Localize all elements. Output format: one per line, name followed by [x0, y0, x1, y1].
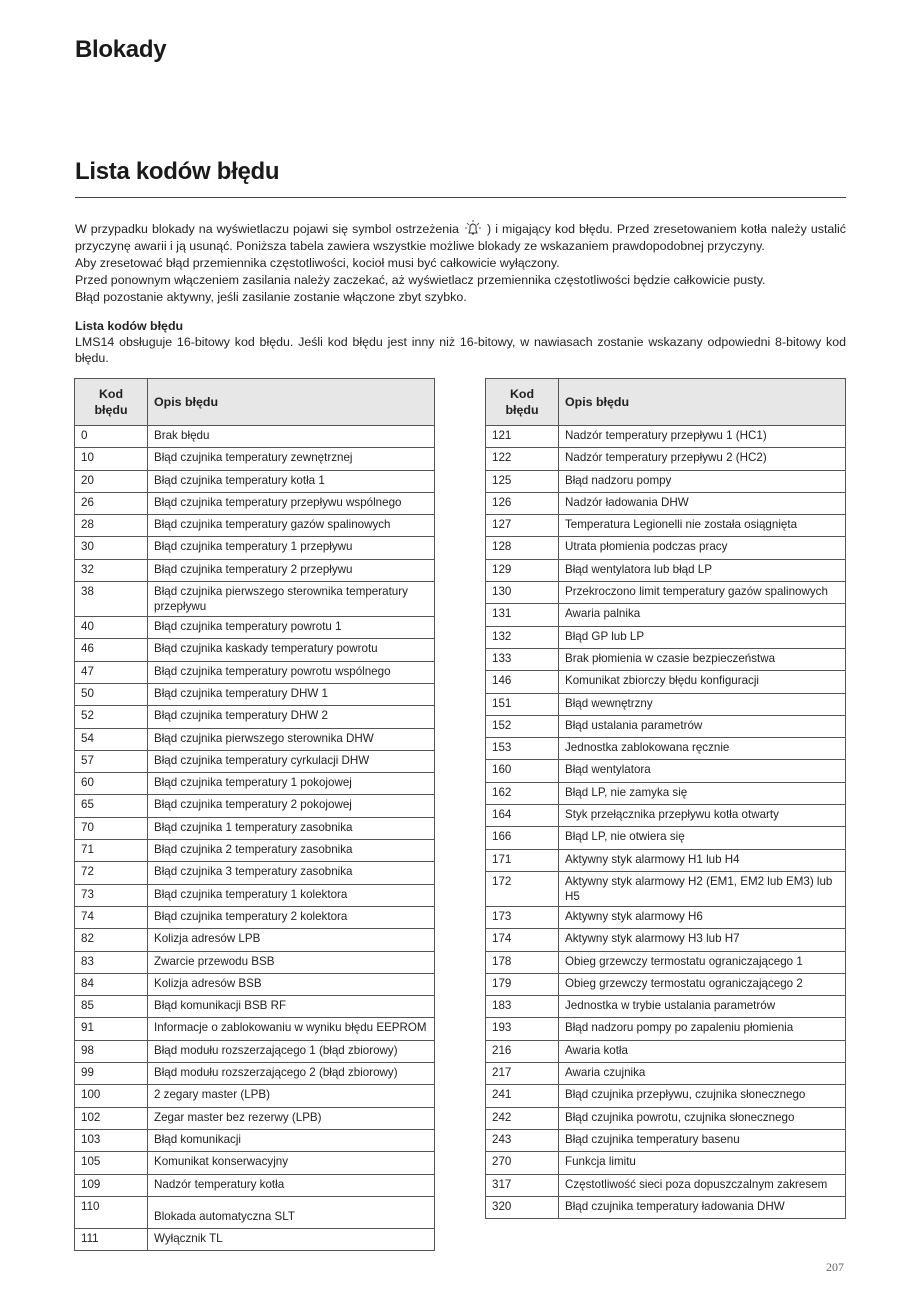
error-code: 125	[486, 470, 559, 492]
error-code: 131	[486, 604, 559, 626]
table-row	[486, 693, 846, 715]
error-code: 241	[486, 1085, 559, 1107]
error-code: 178	[486, 951, 559, 973]
table-row	[75, 773, 435, 795]
table-row	[486, 1107, 846, 1129]
column-header-code: Kod błędu	[486, 379, 559, 426]
intro-paragraph	[75, 220, 846, 306]
table-row	[75, 1107, 435, 1129]
error-description: Przekroczono limit temperatury gazów spalinowych	[559, 582, 846, 604]
error-code: 183	[486, 996, 559, 1018]
error-code: 217	[486, 1063, 559, 1085]
error-description: Błąd czujnika kaskady temperatury powrotu	[148, 639, 435, 661]
table-row	[75, 929, 435, 951]
error-description: Błąd wentylatora lub błąd LP	[559, 559, 846, 581]
table-row	[486, 1085, 846, 1107]
error-code: 65	[75, 795, 148, 817]
table-row	[75, 1152, 435, 1174]
error-description: Błąd nadzoru pompy	[559, 470, 846, 492]
error-description: Wyłącznik TL	[148, 1229, 435, 1251]
table-row	[486, 1018, 846, 1040]
error-description: Błąd komunikacji	[148, 1129, 435, 1151]
error-code: 100	[75, 1085, 148, 1107]
section-title: Lista kodów błędu	[75, 158, 280, 185]
error-description: Jednostka w trybie ustalania parametrów	[559, 996, 846, 1018]
table-row	[486, 1063, 846, 1085]
error-code: 122	[486, 448, 559, 470]
error-code: 54	[75, 728, 148, 750]
error-description: 2 zegary master (LPB)	[148, 1085, 435, 1107]
error-code: 83	[75, 951, 148, 973]
error-code: 270	[486, 1152, 559, 1174]
table-row	[75, 1085, 435, 1107]
subsection	[75, 318, 846, 366]
error-code: 317	[486, 1174, 559, 1196]
table-row	[486, 805, 846, 827]
error-code: 30	[75, 537, 148, 559]
error-code: 162	[486, 782, 559, 804]
error-description: Błąd LP, nie zamyka się	[559, 782, 846, 804]
table-row	[75, 470, 435, 492]
error-description: Brak błędu	[148, 426, 435, 448]
column-header-description: Opis błędu	[559, 379, 846, 426]
error-description: Aktywny styk alarmowy H3 lub H7	[559, 929, 846, 951]
bell-warning-icon	[463, 220, 483, 236]
error-description: Błąd czujnika temperatury 1 kolektora	[148, 884, 435, 906]
error-code: 110	[75, 1196, 148, 1228]
table-row	[486, 760, 846, 782]
table-row	[486, 929, 846, 951]
error-description: Błąd czujnika 1 temperatury zasobnika	[148, 817, 435, 839]
table-row	[486, 906, 846, 928]
error-codes-table-right	[485, 378, 846, 1219]
error-code: 20	[75, 470, 148, 492]
error-description: Aktywny styk alarmowy H6	[559, 906, 846, 928]
table-row	[75, 906, 435, 928]
table-row	[486, 1040, 846, 1062]
error-code: 173	[486, 906, 559, 928]
table-row	[75, 1129, 435, 1151]
error-code: 130	[486, 582, 559, 604]
table-row	[75, 795, 435, 817]
error-code: 38	[75, 582, 148, 617]
table-row	[75, 617, 435, 639]
error-code: 26	[75, 492, 148, 514]
table-row	[486, 448, 846, 470]
table-row	[75, 582, 435, 617]
error-description: Błąd czujnika temperatury zewnętrznej	[148, 448, 435, 470]
table-row	[486, 973, 846, 995]
table-row	[75, 1040, 435, 1062]
error-code: 132	[486, 626, 559, 648]
error-description: Błąd czujnika temperatury gazów spalinowych	[148, 515, 435, 537]
error-code: 164	[486, 805, 559, 827]
error-description: Obieg grzewczy termostatu ograniczającego 1	[559, 951, 846, 973]
error-code: 32	[75, 559, 148, 581]
error-code: 171	[486, 849, 559, 871]
table-row	[75, 1063, 435, 1085]
error-description: Styk przełącznika przepływu kotła otwarty	[559, 805, 846, 827]
error-description: Obieg grzewczy termostatu ograniczającego 2	[559, 973, 846, 995]
table-row	[486, 492, 846, 514]
error-code: 146	[486, 671, 559, 693]
table-row	[75, 1196, 435, 1228]
error-description: Zwarcie przewodu BSB	[148, 951, 435, 973]
error-description: Błąd czujnika pierwszego sterownika temperatury przepływu	[148, 582, 435, 617]
error-description: Blokada automatyczna SLT	[148, 1196, 435, 1228]
table-header-row	[75, 379, 435, 426]
subsection-title: Lista kodów błędu	[75, 319, 184, 333]
table-row	[75, 426, 435, 448]
table-row	[486, 537, 846, 559]
table-row	[75, 750, 435, 772]
error-description: Błąd nadzoru pompy po zapaleniu płomienia	[559, 1018, 846, 1040]
error-description: Błąd czujnika temperatury 2 kolektora	[148, 906, 435, 928]
error-code: 60	[75, 773, 148, 795]
error-code: 153	[486, 738, 559, 760]
table-row	[486, 470, 846, 492]
error-description: Częstotliwość sieci poza dopuszczalnym zakresem	[559, 1174, 846, 1196]
page-number: 207	[826, 1260, 844, 1274]
error-description: Nadzór temperatury kotła	[148, 1174, 435, 1196]
error-description: Błąd LP, nie otwiera się	[559, 827, 846, 849]
error-description: Nadzór temperatury przepływu 1 (HC1)	[559, 426, 846, 448]
error-description: Awaria kotła	[559, 1040, 846, 1062]
table-row	[486, 951, 846, 973]
table-row	[75, 492, 435, 514]
table-row	[486, 1196, 846, 1218]
table-row	[486, 1129, 846, 1151]
error-code: 98	[75, 1040, 148, 1062]
error-description: Aktywny styk alarmowy H1 lub H4	[559, 849, 846, 871]
error-description: Błąd czujnika temperatury kotła 1	[148, 470, 435, 492]
table-row	[486, 1152, 846, 1174]
intro-line-4: Błąd pozostanie aktywny, jeśli zasilanie zostanie włączone zbyt szybko.	[75, 290, 467, 304]
table-row	[75, 683, 435, 705]
table-row	[75, 1229, 435, 1251]
table-row	[75, 639, 435, 661]
error-code: 73	[75, 884, 148, 906]
error-description: Funkcja limitu	[559, 1152, 846, 1174]
intro-line-1	[75, 220, 846, 255]
error-description: Informacje o zablokowaniu w wyniku błędu EEPROM	[148, 1018, 435, 1040]
table-row	[486, 996, 846, 1018]
error-description: Błąd wewnętrzny	[559, 693, 846, 715]
error-description: Błąd czujnika 3 temperatury zasobnika	[148, 862, 435, 884]
intro-line-2: Aby zresetować błąd przemiennika częstotliwości, kocioł musi być całkowicie wyłączony.	[75, 256, 560, 270]
error-description: Kolizja adresów BSB	[148, 973, 435, 995]
error-description: Nadzór ładowania DHW	[559, 492, 846, 514]
error-description: Nadzór temperatury przepływu 2 (HC2)	[559, 448, 846, 470]
table-row	[75, 706, 435, 728]
error-description: Błąd czujnika przepływu, czujnika słonecznego	[559, 1085, 846, 1107]
table-row	[486, 782, 846, 804]
error-code: 28	[75, 515, 148, 537]
error-description: Błąd modułu rozszerzającego 1 (błąd zbiorowy)	[148, 1040, 435, 1062]
error-description: Komunikat konserwacyjny	[148, 1152, 435, 1174]
table-row	[75, 996, 435, 1018]
error-description: Brak płomienia w czasie bezpieczeństwa	[559, 648, 846, 670]
error-description: Błąd modułu rozszerzającego 2 (błąd zbiorowy)	[148, 1063, 435, 1085]
table-row	[75, 951, 435, 973]
error-description: Komunikat zbiorczy błędu konfiguracji	[559, 671, 846, 693]
error-code: 57	[75, 750, 148, 772]
error-description: Błąd czujnika temperatury ładowania DHW	[559, 1196, 846, 1218]
error-code: 179	[486, 973, 559, 995]
error-description: Kolizja adresów LPB	[148, 929, 435, 951]
error-code: 40	[75, 617, 148, 639]
error-code: 0	[75, 426, 148, 448]
error-description: Jednostka zablokowana ręcznie	[559, 738, 846, 760]
error-description: Błąd czujnika temperatury powrotu wspólnego	[148, 661, 435, 683]
table-row	[75, 448, 435, 470]
error-code: 71	[75, 840, 148, 862]
error-code: 72	[75, 862, 148, 884]
intro-text-before-icon: W przypadku blokady na wyświetlaczu pojawi się symbol ostrzeżenia	[75, 222, 463, 236]
table-row	[486, 559, 846, 581]
error-description: Błąd czujnika temperatury cyrkulacji DHW	[148, 750, 435, 772]
table-row	[486, 671, 846, 693]
error-code: 52	[75, 706, 148, 728]
table-row	[75, 862, 435, 884]
error-code: 133	[486, 648, 559, 670]
error-description: Zegar master bez rezerwy (LPB)	[148, 1107, 435, 1129]
table-row	[75, 515, 435, 537]
error-code: 91	[75, 1018, 148, 1040]
error-code: 102	[75, 1107, 148, 1129]
error-code: 50	[75, 683, 148, 705]
error-description: Błąd czujnika temperatury basenu	[559, 1129, 846, 1151]
error-code: 103	[75, 1129, 148, 1151]
table-row	[486, 738, 846, 760]
page-title: Blokady	[75, 36, 167, 63]
table-row	[486, 582, 846, 604]
section-divider	[75, 197, 846, 198]
error-description: Błąd czujnika temperatury przepływu wspólnego	[148, 492, 435, 514]
error-code: 85	[75, 996, 148, 1018]
table-body-left	[75, 426, 435, 1251]
error-description: Błąd czujnika temperatury 2 przepływu	[148, 559, 435, 581]
table-row	[486, 827, 846, 849]
column-header-description: Opis błędu	[148, 379, 435, 426]
table-row	[486, 849, 846, 871]
error-description: Błąd ustalania parametrów	[559, 715, 846, 737]
error-code: 84	[75, 973, 148, 995]
table-row	[486, 648, 846, 670]
table-row	[75, 559, 435, 581]
error-code: 105	[75, 1152, 148, 1174]
table-row	[486, 1174, 846, 1196]
error-description: Błąd czujnika pierwszego sterownika DHW	[148, 728, 435, 750]
error-code: 70	[75, 817, 148, 839]
error-code: 109	[75, 1174, 148, 1196]
table-row	[486, 871, 846, 906]
error-description: Błąd czujnika temperatury DHW 2	[148, 706, 435, 728]
error-code: 242	[486, 1107, 559, 1129]
error-code: 320	[486, 1196, 559, 1218]
error-code: 216	[486, 1040, 559, 1062]
error-code: 74	[75, 906, 148, 928]
table-row	[486, 626, 846, 648]
intro-line-3: Przed ponownym włączeniem zasilania należy zaczekać, aż wyświetlacz przemiennika częstotliwości będzie całkowicie pusty.	[75, 273, 766, 287]
error-code: 193	[486, 1018, 559, 1040]
error-description: Błąd czujnika powrotu, czujnika słonecznego	[559, 1107, 846, 1129]
error-code: 127	[486, 515, 559, 537]
error-description: Błąd czujnika temperatury DHW 1	[148, 683, 435, 705]
error-code: 10	[75, 448, 148, 470]
table-row	[75, 1174, 435, 1196]
error-code: 126	[486, 492, 559, 514]
error-code: 152	[486, 715, 559, 737]
error-code: 121	[486, 426, 559, 448]
error-description: Aktywny styk alarmowy H2 (EM1, EM2 lub EM3) lub H5	[559, 871, 846, 906]
error-code: 160	[486, 760, 559, 782]
table-row	[75, 884, 435, 906]
table-row	[75, 840, 435, 862]
table-row	[75, 817, 435, 839]
error-code: 174	[486, 929, 559, 951]
intro-text-after-icon: ) i migający kod błędu. Przed zresetowaniem kotła należy ustalić przyczynę awarii i ją usunąć. Poniższa tabela zawiera wszystkie możliwe blokady ze wskazaniem prawdopodobnej przyczyny.	[75, 222, 846, 253]
table-row	[75, 728, 435, 750]
table-row	[486, 515, 846, 537]
error-description: Błąd czujnika temperatury powrotu 1	[148, 617, 435, 639]
error-description: Utrata płomienia podczas pracy	[559, 537, 846, 559]
table-row	[75, 1018, 435, 1040]
error-description: Błąd czujnika temperatury 1 pokojowej	[148, 773, 435, 795]
error-code: 243	[486, 1129, 559, 1151]
error-code: 46	[75, 639, 148, 661]
table-row	[75, 537, 435, 559]
error-code: 129	[486, 559, 559, 581]
error-code: 47	[75, 661, 148, 683]
error-description: Temperatura Legionelli nie została osiągnięta	[559, 515, 846, 537]
error-codes-table-left	[74, 378, 435, 1251]
table-header-row	[486, 379, 846, 426]
error-description: Awaria palnika	[559, 604, 846, 626]
subsection-text: LMS14 obsługuje 16-bitowy kod błędu. Jeśli kod błędu jest inny niż 16-bitowy, w nawiasach zostanie wskazany odpowiedni 8-bitowy kod błędu.	[75, 335, 846, 365]
error-description: Błąd wentylatora	[559, 760, 846, 782]
column-header-code: Kod błędu	[75, 379, 148, 426]
error-code: 128	[486, 537, 559, 559]
error-description: Błąd komunikacji BSB RF	[148, 996, 435, 1018]
table-row	[486, 426, 846, 448]
table-body-right	[486, 426, 846, 1219]
error-description: Błąd GP lub LP	[559, 626, 846, 648]
error-description: Błąd czujnika 2 temperatury zasobnika	[148, 840, 435, 862]
error-code: 99	[75, 1063, 148, 1085]
table-row	[486, 715, 846, 737]
error-code: 166	[486, 827, 559, 849]
error-code: 82	[75, 929, 148, 951]
error-description: Błąd czujnika temperatury 2 pokojowej	[148, 795, 435, 817]
error-description: Błąd czujnika temperatury 1 przepływu	[148, 537, 435, 559]
error-code: 172	[486, 871, 559, 906]
table-row	[75, 661, 435, 683]
error-code: 151	[486, 693, 559, 715]
error-description: Awaria czujnika	[559, 1063, 846, 1085]
error-code: 111	[75, 1229, 148, 1251]
table-row	[75, 973, 435, 995]
table-row	[486, 604, 846, 626]
